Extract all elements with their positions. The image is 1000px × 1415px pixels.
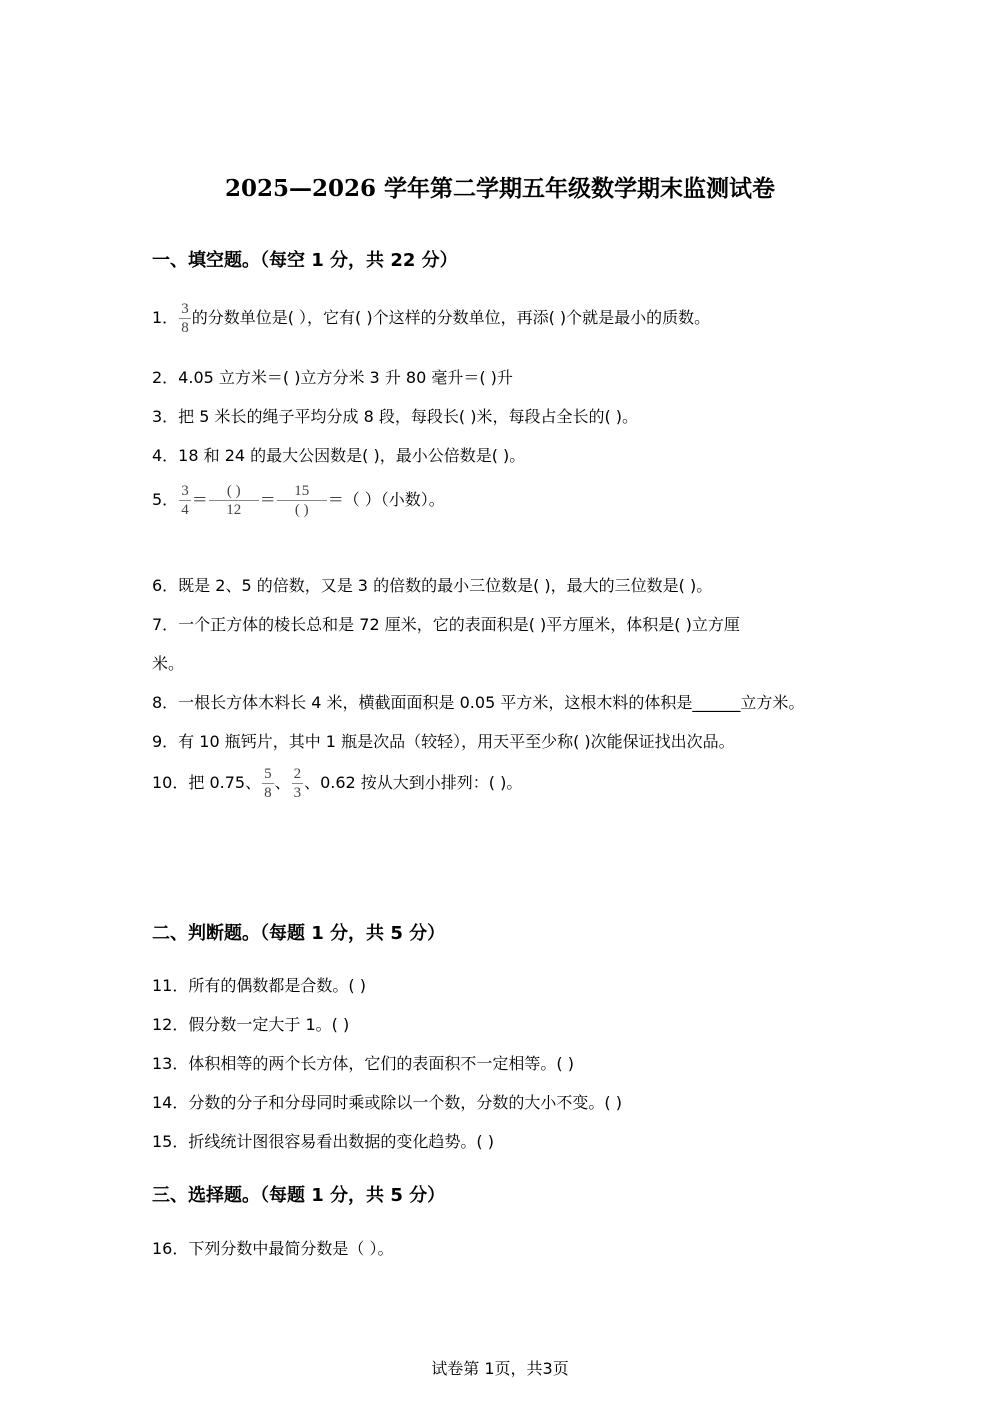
question-text: 的分数单位是( ），它有( )个这样的分数单位，再添( )个就是最小的质数。 <box>191 308 711 327</box>
question-7-continued: 米。 <box>152 654 185 673</box>
question-text: 、0.62 按从大到小排列：( )。 <box>304 773 523 792</box>
denominator: 8 <box>264 785 272 801</box>
question-6: 6．既是 2、5 的倍数，又是 3 的倍数的最小三位数是( )，最大的三位数是( )。 <box>152 576 713 595</box>
fraction-15-blank <box>277 482 327 519</box>
numerator: 3 <box>181 483 189 499</box>
question-8: 8．一根长方体木料长 4 米，横截面面积是 0.05 平方米，这根木料的体积是______立方米。 <box>152 693 805 712</box>
denominator: 12 <box>209 500 259 519</box>
question-3: 3．把 5 米长的绳子平均分成 8 段，每段长( )米，每段占全长的( )。 <box>152 407 639 426</box>
separator: 、 <box>274 773 291 792</box>
numerator: 5 <box>264 766 272 782</box>
denominator: 3 <box>293 785 302 801</box>
question-10 <box>152 765 522 802</box>
numerator-blank: ( ) <box>226 483 241 499</box>
question-13: 13．体积相等的两个长方体，它们的表面积不一定相等。( ) <box>152 1054 574 1073</box>
section-heading-choice: 三、选择题。（每题 1 分，共 5 分） <box>152 1185 446 1206</box>
equals-sign: ＝ <box>191 490 208 509</box>
question-text: ＝（ ）（小数）。 <box>327 490 445 509</box>
question-number: 5． <box>152 490 179 509</box>
numerator: 15 <box>294 483 310 499</box>
section-heading-fill: 一、填空题。（每空 1 分，共 22 分） <box>152 250 458 271</box>
numerator: 3 <box>181 301 189 317</box>
numerator: 2 <box>293 766 302 782</box>
question-15: 15．折线统计图很容易看出数据的变化趋势。( ) <box>152 1132 494 1151</box>
section-heading-judge: 二、判断题。（每题 1 分，共 5 分） <box>152 923 446 944</box>
question-number: 1． <box>152 308 179 327</box>
page-title: 2025—2026 学年第二学期五年级数学期末监测试卷 <box>224 175 776 202</box>
fraction-blank-12 <box>209 482 259 519</box>
question-1 <box>152 300 710 337</box>
fraction-2-3 <box>292 765 304 802</box>
denominator-blank: ( ) <box>277 500 327 519</box>
fraction-5-8 <box>262 765 274 802</box>
question-14: 14．分数的分子和分母同时乘或除以一个数，分数的大小不变。( ) <box>152 1093 622 1112</box>
denominator: 8 <box>181 320 189 336</box>
question-2: 2．4.05 立方米＝( )立方分米 3 升 80 毫升＝( )升 <box>152 368 513 387</box>
question-9: 9．有 10 瓶钙片，其中 1 瓶是次品（较轻），用天平至少称( )次能保证找出次品。 <box>152 732 735 751</box>
question-12: 12．假分数一定大于 1。( ) <box>152 1015 350 1034</box>
equals-sign: ＝ <box>259 490 276 509</box>
question-5 <box>152 482 445 519</box>
page-footer: 试卷第 1页，共3页 <box>431 1359 569 1378</box>
question-text: 10．把 0.75、 <box>152 773 262 792</box>
question-4: 4．18 和 24 的最大公因数是( )，最小公倍数是( )。 <box>152 446 526 465</box>
fraction-3-4 <box>179 482 191 519</box>
denominator: 4 <box>181 502 189 518</box>
fraction-3-8 <box>179 300 191 337</box>
question-7: 7．一个正方体的棱长总和是 72 厘米，它的表面积是( )平方厘米，体积是( )立方厘 <box>152 615 740 634</box>
question-11: 11．所有的偶数都是合数。( ) <box>152 976 366 995</box>
question-16: 16．下列分数中最简分数是（ ）。 <box>152 1239 394 1258</box>
